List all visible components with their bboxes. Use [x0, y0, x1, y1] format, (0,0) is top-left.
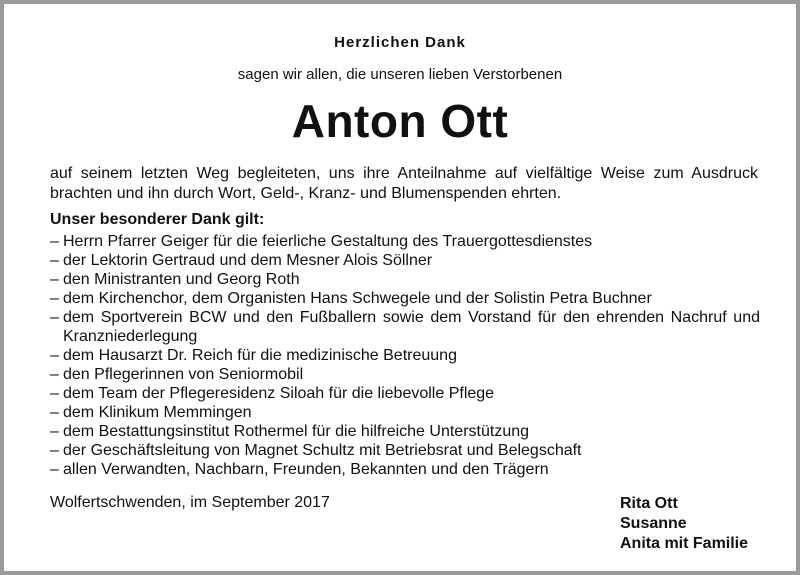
thanks-item: – den Pflegerinnen von Seniormobil [50, 365, 760, 384]
deceased-name: Anton Ott [291, 95, 509, 147]
thanks-item: – dem Kirchenchor, dem Organisten Hans Schwegele und der Solistin Petra Buchner [50, 289, 760, 308]
thanks-item: – dem Hausarzt Dr. Reich für die medizinische Betreuung [50, 346, 760, 365]
thanks-heading: Unser besonderer Dank gilt: [50, 211, 265, 228]
place-date: Wolfertschwenden, im September 2017 [50, 494, 330, 511]
notice-intro: sagen wir allen, die unseren lieben Verstorbenen [237, 66, 563, 83]
notice-body: auf seinem letzten Weg begleiteten, uns ihre Anteilnahme auf vielfältige Weise zum Ausdruck brachten und ihn durch Wort, Geld-, Kranz- und Blumenspenden ehrten. [50, 165, 758, 202]
signature-line: Anita mit Familie [620, 535, 749, 552]
signature-line: Susanne [620, 515, 687, 532]
thanks-item: – dem Klinikum Memmingen [50, 403, 760, 422]
signature-line: Rita Ott [620, 495, 678, 512]
signatures [620, 494, 748, 554]
thanks-item: – der Geschäftsleitung von Magnet Schultz mit Betriebsrat und Belegschaft [50, 441, 760, 460]
thanks-list [50, 232, 760, 479]
thanks-item: – dem Bestattungsinstitut Rothermel für die hilfreiche Unterstützung [50, 422, 760, 441]
notice-heading: Herzlichen Dank [334, 34, 466, 51]
thanks-item: – den Ministranten und Georg Roth [50, 270, 760, 289]
thanks-item: – allen Verwandten, Nachbarn, Freunden, Bekannten und den Trägern [50, 460, 760, 479]
thanks-item: – Herrn Pfarrer Geiger für die feierliche Gestaltung des Trauergottesdienstes [50, 232, 760, 251]
thanks-item: – dem Team der Pflegeresidenz Siloah für die liebevolle Pflege [50, 384, 760, 403]
thanks-item: – dem Sportverein BCW und den Fußballern sowie dem Vorstand für den ehrenden Nachruf und Kranzniederlegung [50, 308, 760, 346]
thanks-item: – der Lektorin Gertraud und dem Mesner Alois Söllner [50, 251, 760, 270]
